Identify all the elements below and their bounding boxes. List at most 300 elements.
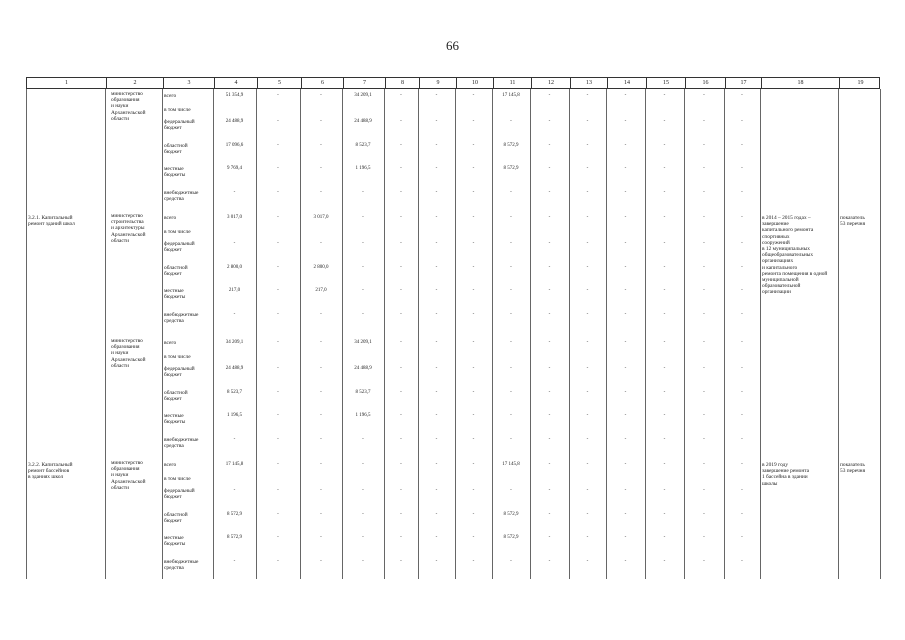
empty-value-dash: - <box>586 512 589 517</box>
amount-value: 34 209,1 <box>354 93 372 98</box>
header-col-4: 4 <box>214 78 257 88</box>
empty-value-dash: - <box>548 488 551 493</box>
empty-value-dash: - <box>624 288 627 293</box>
empty-value-dash: - <box>548 241 551 246</box>
empty-value-dash: - <box>624 166 627 171</box>
executor-name: министерство образования и науки Архангельской области <box>111 91 146 122</box>
funding-source: всего <box>164 215 177 221</box>
empty-value-dash: - <box>741 559 743 564</box>
empty-value-dash: - <box>362 215 364 220</box>
empty-value-dash: - <box>624 512 627 517</box>
empty-value-dash: - <box>663 119 666 124</box>
funding-source: областной бюджет <box>164 265 188 278</box>
empty-value-dash: - <box>586 265 589 270</box>
empty-value-dash: - <box>435 535 438 540</box>
empty-value-dash: - <box>510 241 512 246</box>
column-divider <box>645 89 646 579</box>
empty-value-dash: - <box>703 437 705 442</box>
empty-value-dash: - <box>233 241 236 246</box>
empty-value-dash: - <box>277 215 279 220</box>
empty-value-dash: - <box>277 288 279 293</box>
amount-value: 17 145,8 <box>502 93 520 98</box>
empty-value-dash: - <box>435 288 438 293</box>
empty-value-dash: - <box>277 265 279 270</box>
column-divider <box>455 89 456 579</box>
executor-name: министерство образования и науки Архангельской области <box>111 460 146 491</box>
empty-value-dash: - <box>741 437 743 442</box>
empty-value-dash: - <box>510 340 512 345</box>
empty-value-dash: - <box>548 93 551 98</box>
empty-value-dash: - <box>320 241 322 246</box>
empty-value-dash: - <box>435 488 438 493</box>
column-divider <box>684 89 685 579</box>
empty-value-dash: - <box>400 462 402 467</box>
empty-value-dash: - <box>362 462 364 467</box>
empty-value-dash: - <box>510 488 512 493</box>
amount-value: 34 209,1 <box>354 340 372 345</box>
empty-value-dash: - <box>741 166 743 171</box>
amount-value: 1 196,5 <box>227 413 242 418</box>
empty-value-dash: - <box>703 265 705 270</box>
empty-value-dash: - <box>472 340 475 345</box>
amount-value: 17 145,8 <box>502 462 520 467</box>
amount-value: 1 196,5 <box>355 413 371 418</box>
empty-value-dash: - <box>277 340 279 345</box>
empty-value-dash: - <box>663 288 666 293</box>
empty-value-dash: - <box>548 559 551 564</box>
empty-value-dash: - <box>277 143 279 148</box>
empty-value-dash: - <box>277 312 279 317</box>
empty-value-dash: - <box>624 413 627 418</box>
empty-value-dash: - <box>510 413 512 418</box>
amount-value: 8 572,9 <box>227 535 242 540</box>
empty-value-dash: - <box>624 559 627 564</box>
empty-value-dash: - <box>586 559 589 564</box>
empty-value-dash: - <box>741 462 743 467</box>
funding-source: в том числе <box>164 107 191 113</box>
amount-value: 8 523,7 <box>227 390 242 395</box>
empty-value-dash: - <box>435 559 438 564</box>
activity-name: 3.2.1. Капитальный ремонт зданий школ <box>28 215 75 228</box>
empty-value-dash: - <box>472 119 475 124</box>
empty-value-dash: - <box>400 366 402 371</box>
empty-value-dash: - <box>741 512 743 517</box>
empty-value-dash: - <box>703 312 705 317</box>
empty-value-dash: - <box>400 241 402 246</box>
amount-value: 24 488,9 <box>354 119 372 124</box>
empty-value-dash: - <box>277 241 279 246</box>
empty-value-dash: - <box>510 119 512 124</box>
empty-value-dash: - <box>624 215 627 220</box>
empty-value-dash: - <box>586 312 589 317</box>
header-col-10: 10 <box>456 78 493 88</box>
empty-value-dash: - <box>400 312 402 317</box>
empty-value-dash: - <box>320 413 322 418</box>
empty-value-dash: - <box>320 312 322 317</box>
column-divider <box>162 89 163 579</box>
empty-value-dash: - <box>320 535 322 540</box>
empty-value-dash: - <box>586 241 589 246</box>
funding-source: федеральный бюджет <box>164 241 195 254</box>
empty-value-dash: - <box>741 312 743 317</box>
column-divider <box>530 89 531 579</box>
empty-value-dash: - <box>703 559 705 564</box>
empty-value-dash: - <box>741 93 743 98</box>
empty-value-dash: - <box>548 437 551 442</box>
expected-result: в 2019 году завершение ремонта 1 бассейна в здании школы <box>762 462 810 487</box>
funding-source: федеральный бюджет <box>164 366 195 379</box>
funding-source: внебюджетные средства <box>164 559 199 572</box>
amount-value: 24 488,9 <box>225 119 244 124</box>
empty-value-dash: - <box>741 413 743 418</box>
empty-value-dash: - <box>472 413 475 418</box>
empty-value-dash: - <box>586 366 589 371</box>
empty-value-dash: - <box>624 437 627 442</box>
empty-value-dash: - <box>400 559 402 564</box>
funding-source: всего <box>164 340 177 346</box>
funding-source: внебюджетные средства <box>164 312 199 325</box>
empty-value-dash: - <box>400 437 402 442</box>
empty-value-dash: - <box>277 366 279 371</box>
empty-value-dash: - <box>663 535 666 540</box>
funding-source: областной бюджет <box>164 512 188 525</box>
empty-value-dash: - <box>435 265 438 270</box>
column-divider <box>606 89 607 579</box>
empty-value-dash: - <box>703 166 705 171</box>
header-col-1: 1 <box>65 80 68 86</box>
empty-value-dash: - <box>510 390 512 395</box>
amount-value: 217,0 <box>315 288 327 293</box>
amount-value: 8 523,7 <box>355 143 371 148</box>
empty-value-dash: - <box>663 559 666 564</box>
empty-value-dash: - <box>624 312 627 317</box>
funding-source: в том числе <box>164 476 191 482</box>
amount-value: 8 572,9 <box>503 512 519 517</box>
empty-value-dash: - <box>548 190 551 195</box>
empty-value-dash: - <box>586 215 589 220</box>
funding-source: в том числе <box>164 354 191 360</box>
empty-value-dash: - <box>663 312 666 317</box>
empty-value-dash: - <box>510 312 512 317</box>
empty-value-dash: - <box>510 559 512 564</box>
funding-source: федеральный бюджет <box>164 488 195 501</box>
empty-value-dash: - <box>510 265 512 270</box>
amount-value: 2 800,0 <box>227 265 242 270</box>
activity-name: 3.2.2. Капитальный ремонт бассейнов в зданиях школ <box>28 462 73 481</box>
empty-value-dash: - <box>435 437 438 442</box>
empty-value-dash: - <box>233 312 236 317</box>
empty-value-dash: - <box>320 559 322 564</box>
amount-value: 8 523,7 <box>355 390 371 395</box>
empty-value-dash: - <box>362 312 364 317</box>
amount-value: 2 800,0 <box>313 265 329 270</box>
empty-value-dash: - <box>741 241 743 246</box>
column-divider <box>342 89 343 579</box>
empty-value-dash: - <box>510 437 512 442</box>
column-divider <box>256 89 257 579</box>
empty-value-dash: - <box>741 265 743 270</box>
empty-value-dash: - <box>663 512 666 517</box>
empty-value-dash: - <box>400 143 402 148</box>
empty-value-dash: - <box>510 190 512 195</box>
empty-value-dash: - <box>741 488 743 493</box>
funding-source: областной бюджет <box>164 143 188 156</box>
empty-value-dash: - <box>320 166 322 171</box>
empty-value-dash: - <box>472 288 475 293</box>
empty-value-dash: - <box>703 119 705 124</box>
empty-value-dash: - <box>663 413 666 418</box>
empty-value-dash: - <box>510 288 512 293</box>
header-col-8: 8 <box>385 78 419 88</box>
empty-value-dash: - <box>663 166 666 171</box>
empty-value-dash: - <box>548 535 551 540</box>
empty-value-dash: - <box>472 437 475 442</box>
funding-source: областной бюджет <box>164 390 188 403</box>
page-number: 66 <box>446 38 459 53</box>
empty-value-dash: - <box>548 390 551 395</box>
empty-value-dash: - <box>703 241 705 246</box>
empty-value-dash: - <box>472 488 475 493</box>
empty-value-dash: - <box>741 190 743 195</box>
amount-value: 1 196,5 <box>355 166 371 171</box>
empty-value-dash: - <box>703 390 705 395</box>
empty-value-dash: - <box>663 93 666 98</box>
empty-value-dash: - <box>472 366 475 371</box>
empty-value-dash: - <box>624 119 627 124</box>
empty-value-dash: - <box>624 143 627 148</box>
empty-value-dash: - <box>435 512 438 517</box>
funding-source: всего <box>164 462 177 468</box>
column-divider <box>384 89 385 579</box>
header-col-2: 2 <box>106 78 163 88</box>
header-col-16: 16 <box>685 78 725 88</box>
empty-value-dash: - <box>233 437 236 442</box>
column-divider <box>880 89 881 579</box>
funding-source: местные бюджеты <box>164 413 186 426</box>
column-divider <box>838 89 839 579</box>
empty-value-dash: - <box>277 190 279 195</box>
empty-value-dash: - <box>277 535 279 540</box>
empty-value-dash: - <box>663 437 666 442</box>
empty-value-dash: - <box>362 437 364 442</box>
empty-value-dash: - <box>362 241 364 246</box>
empty-value-dash: - <box>320 366 322 371</box>
funding-source: всего <box>164 93 177 99</box>
empty-value-dash: - <box>400 288 402 293</box>
empty-value-dash: - <box>435 215 438 220</box>
header-col-18: 18 <box>761 78 839 88</box>
empty-value-dash: - <box>586 535 589 540</box>
empty-value-dash: - <box>400 265 402 270</box>
empty-value-dash: - <box>703 413 705 418</box>
empty-value-dash: - <box>586 462 589 467</box>
empty-value-dash: - <box>741 143 743 148</box>
empty-value-dash: - <box>320 93 322 98</box>
amount-value: 24 488,9 <box>225 366 244 371</box>
empty-value-dash: - <box>472 265 475 270</box>
empty-value-dash: - <box>400 93 402 98</box>
header-col-15: 15 <box>646 78 685 88</box>
empty-value-dash: - <box>320 390 322 395</box>
column-divider <box>724 89 725 579</box>
empty-value-dash: - <box>586 340 589 345</box>
empty-value-dash: - <box>472 312 475 317</box>
empty-value-dash: - <box>548 366 551 371</box>
empty-value-dash: - <box>362 488 364 493</box>
empty-value-dash: - <box>362 559 364 564</box>
empty-value-dash: - <box>663 143 666 148</box>
empty-value-dash: - <box>586 143 589 148</box>
empty-value-dash: - <box>435 241 438 246</box>
funding-source: в том числе <box>164 229 191 235</box>
header-col-7: 7 <box>343 78 385 88</box>
empty-value-dash: - <box>277 166 279 171</box>
indicator-ref: показатель 53 перечня <box>840 215 866 228</box>
empty-value-dash: - <box>320 462 322 467</box>
empty-value-dash: - <box>703 143 705 148</box>
empty-value-dash: - <box>472 143 475 148</box>
empty-value-dash: - <box>435 413 438 418</box>
empty-value-dash: - <box>624 488 627 493</box>
empty-value-dash: - <box>624 241 627 246</box>
empty-value-dash: - <box>663 265 666 270</box>
empty-value-dash: - <box>663 190 666 195</box>
empty-value-dash: - <box>400 215 402 220</box>
empty-value-dash: - <box>472 535 475 540</box>
amount-value: 8 572,9 <box>227 512 242 517</box>
executor-name: министерство строительства и архитектуры Архангельской области <box>111 213 146 244</box>
funding-source: федеральный бюджет <box>164 119 195 132</box>
empty-value-dash: - <box>320 143 322 148</box>
empty-value-dash: - <box>741 366 743 371</box>
empty-value-dash: - <box>362 190 364 195</box>
header-col-12: 12 <box>531 78 570 88</box>
empty-value-dash: - <box>400 413 402 418</box>
empty-value-dash: - <box>277 559 279 564</box>
empty-value-dash: - <box>741 535 743 540</box>
empty-value-dash: - <box>435 143 438 148</box>
column-divider <box>26 89 27 579</box>
empty-value-dash: - <box>233 190 236 195</box>
empty-value-dash: - <box>586 288 589 293</box>
amount-value: 24 488,9 <box>354 366 372 371</box>
empty-value-dash: - <box>663 366 666 371</box>
funding-source: внебюджетные средства <box>164 190 199 203</box>
empty-value-dash: - <box>510 215 512 220</box>
empty-value-dash: - <box>741 340 743 345</box>
empty-value-dash: - <box>472 390 475 395</box>
empty-value-dash: - <box>586 93 589 98</box>
empty-value-dash: - <box>362 535 364 540</box>
empty-value-dash: - <box>400 166 402 171</box>
empty-value-dash: - <box>277 488 279 493</box>
amount-value: 8 572,9 <box>503 166 519 171</box>
empty-value-dash: - <box>510 366 512 371</box>
empty-value-dash: - <box>624 265 627 270</box>
empty-value-dash: - <box>548 512 551 517</box>
amount-value: 17 096,6 <box>225 143 244 148</box>
empty-value-dash: - <box>435 340 438 345</box>
empty-value-dash: - <box>277 390 279 395</box>
empty-value-dash: - <box>703 340 705 345</box>
empty-value-dash: - <box>400 535 402 540</box>
empty-value-dash: - <box>741 215 743 220</box>
empty-value-dash: - <box>703 190 705 195</box>
empty-value-dash: - <box>435 119 438 124</box>
empty-value-dash: - <box>362 512 364 517</box>
empty-value-dash: - <box>277 512 279 517</box>
expected-result: в 2014 – 2015 годах – завершение капитального ремонта спортивных сооружений в 12 муниципальных общеобразовательных организациях и капитального ремонта помещения в одной муниципальной образовательной организации <box>762 215 828 296</box>
empty-value-dash: - <box>472 462 475 467</box>
empty-value-dash: - <box>472 241 475 246</box>
column-divider <box>213 89 214 579</box>
empty-value-dash: - <box>400 488 402 493</box>
header-col-17: 17 <box>725 78 761 88</box>
empty-value-dash: - <box>320 190 322 195</box>
empty-value-dash: - <box>277 413 279 418</box>
empty-value-dash: - <box>741 288 743 293</box>
empty-value-dash: - <box>663 390 666 395</box>
empty-value-dash: - <box>277 119 279 124</box>
empty-value-dash: - <box>320 512 322 517</box>
empty-value-dash: - <box>624 390 627 395</box>
empty-value-dash: - <box>320 340 322 345</box>
empty-value-dash: - <box>435 166 438 171</box>
empty-value-dash: - <box>362 265 364 270</box>
empty-value-dash: - <box>703 512 705 517</box>
amount-value: 8 572,9 <box>503 143 519 148</box>
header-col-19: 19 <box>839 78 881 88</box>
amount-value: 51 354,9 <box>225 93 244 98</box>
amount-value: 3 017,0 <box>313 215 329 220</box>
empty-value-dash: - <box>472 512 475 517</box>
empty-value-dash: - <box>472 215 475 220</box>
empty-value-dash: - <box>233 559 236 564</box>
amount-value: 217,0 <box>228 288 241 293</box>
empty-value-dash: - <box>624 190 627 195</box>
amount-value: 17 145,8 <box>225 462 244 467</box>
empty-value-dash: - <box>663 241 666 246</box>
header-col-11: 11 <box>493 78 531 88</box>
empty-value-dash: - <box>703 366 705 371</box>
empty-value-dash: - <box>320 437 322 442</box>
amount-value: 9 769,4 <box>227 166 242 171</box>
empty-value-dash: - <box>703 462 705 467</box>
empty-value-dash: - <box>624 93 627 98</box>
empty-value-dash: - <box>741 119 743 124</box>
column-divider <box>300 89 301 579</box>
empty-value-dash: - <box>741 390 743 395</box>
funding-source: местные бюджеты <box>164 288 186 301</box>
empty-value-dash: - <box>435 366 438 371</box>
empty-value-dash: - <box>548 166 551 171</box>
empty-value-dash: - <box>362 288 364 293</box>
empty-value-dash: - <box>548 143 551 148</box>
empty-value-dash: - <box>586 119 589 124</box>
column-divider <box>760 89 761 579</box>
header-col-3: 3 <box>163 78 214 88</box>
header-col-13: 13 <box>570 78 607 88</box>
column-divider <box>418 89 419 579</box>
empty-value-dash: - <box>703 215 705 220</box>
header-col-14: 14 <box>607 78 646 88</box>
header-col-5: 5 <box>257 78 301 88</box>
empty-value-dash: - <box>400 190 402 195</box>
empty-value-dash: - <box>703 535 705 540</box>
empty-value-dash: - <box>586 488 589 493</box>
amount-value: 8 572,9 <box>503 535 519 540</box>
empty-value-dash: - <box>435 93 438 98</box>
